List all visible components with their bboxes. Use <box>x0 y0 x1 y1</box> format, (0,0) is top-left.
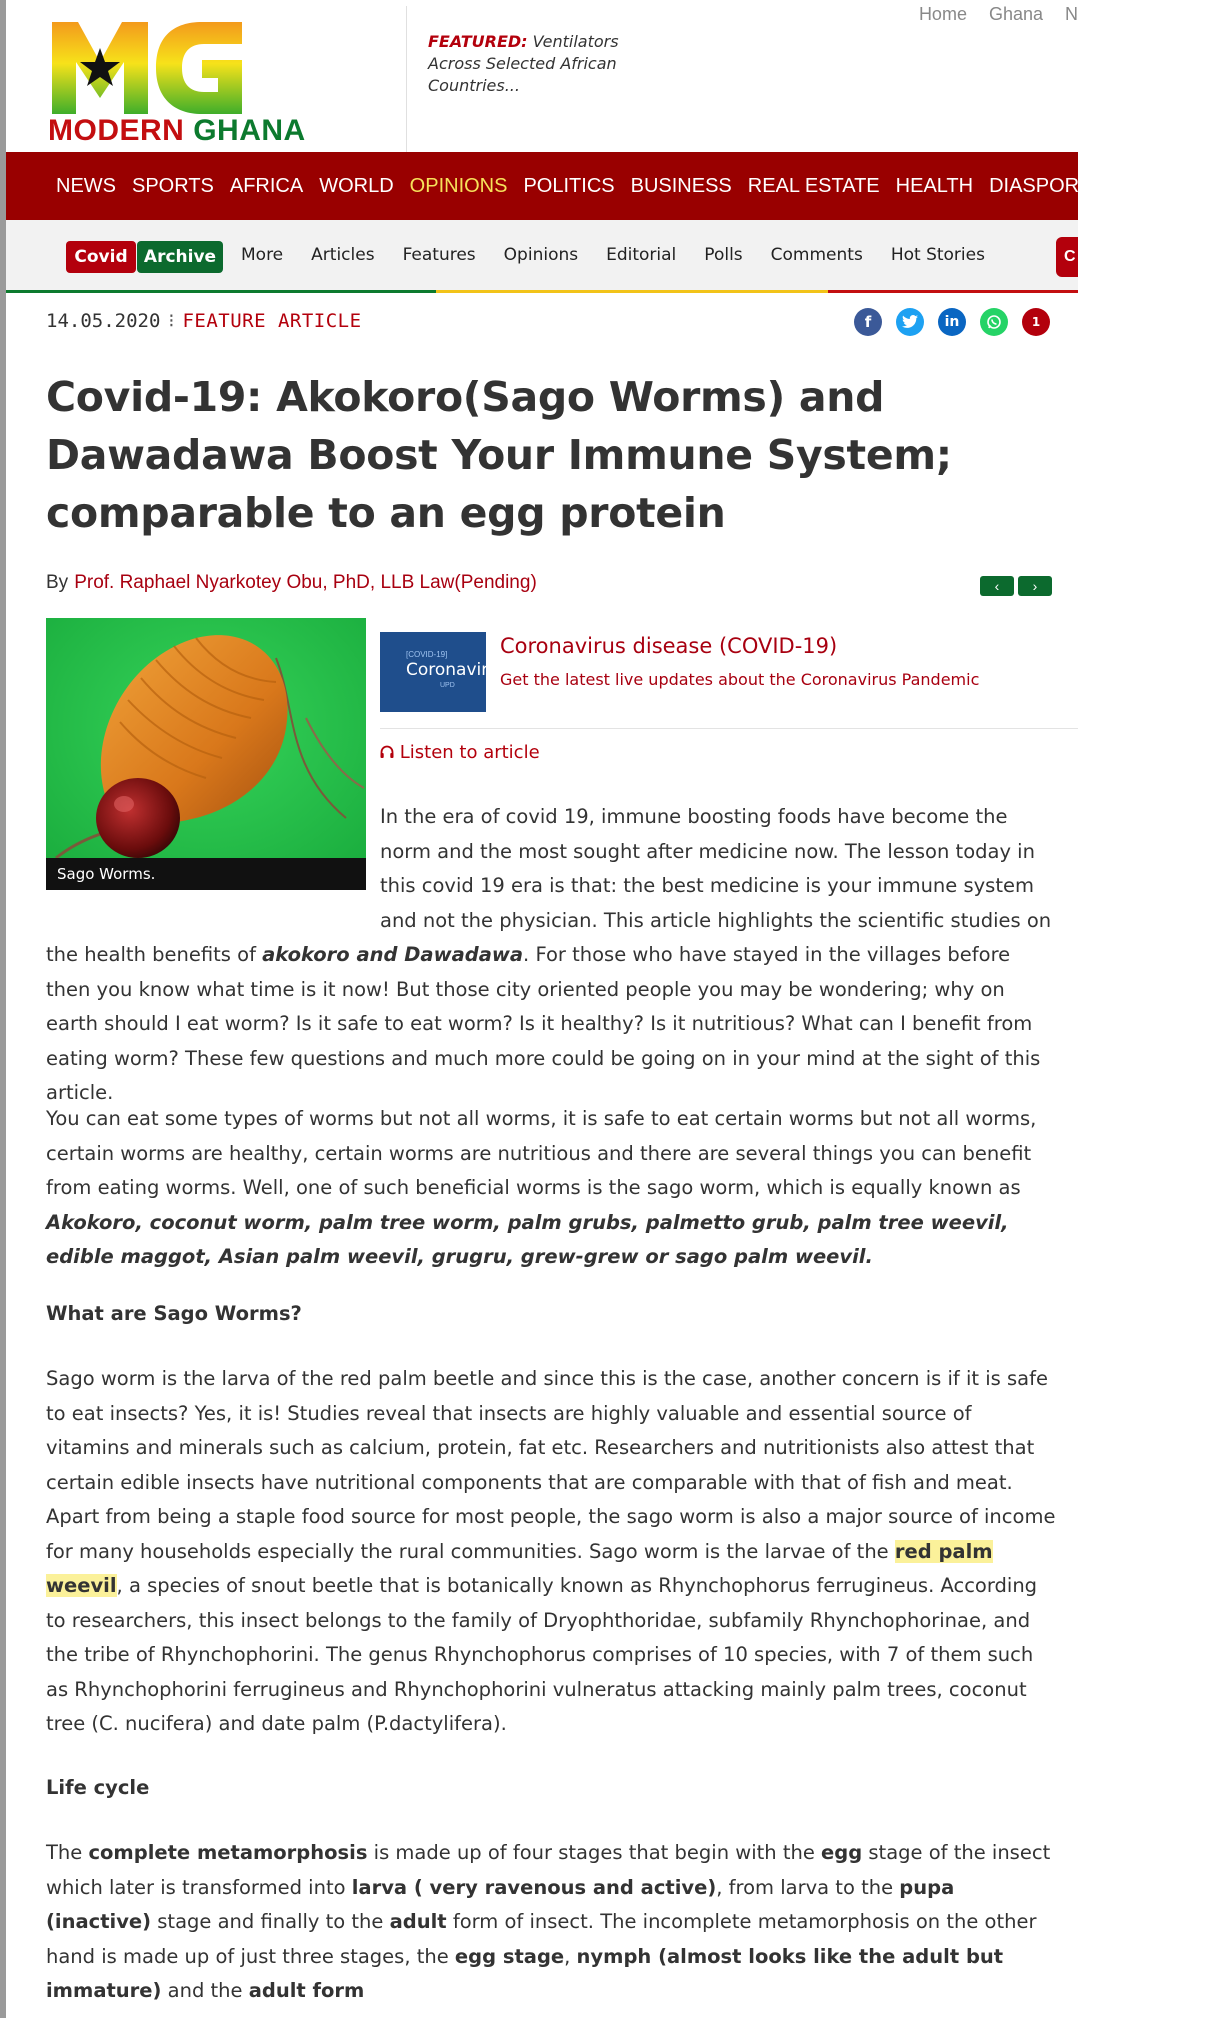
listen-label: Listen to article <box>399 742 540 763</box>
thumb-tail: UPD <box>440 682 455 689</box>
subnav-item-editorial[interactable]: Editorial <box>606 245 677 265</box>
coronavirus-promo[interactable] <box>380 618 1078 729</box>
archive-button[interactable]: Archive <box>137 241 223 273</box>
paragraph-1 <box>46 800 1058 1111</box>
image-caption: Sago Worms. <box>46 858 366 890</box>
covid-button[interactable]: Covid <box>66 241 136 273</box>
logo-mg-mark <box>52 18 244 114</box>
p4-bold-4: pupa (inactive) <box>46 1875 955 1933</box>
p3-text-a: Sago worm is the larva of the red palm beetle and since this is the case, another concern is if it is safe to eat insects? Yes, it is! Studies reveal that insects are highly valuable and essential source of vitamins and minerals such as calcium, protein, fat etc. Researchers and nutritionists also attest that certain edible insects have nutritional components that are comparable with that of fish and meat. Apart from being a staple food source for most people, the sago worm is also a major source of income for many households especially the rural communities. Sago worm is the larvae of the <box>46 1367 1056 1563</box>
top-links <box>897 4 1078 25</box>
paragraph-4 <box>46 1836 1058 2009</box>
heading-life-cycle: Life cycle <box>46 1776 150 1799</box>
p4-text-7: , <box>564 1944 577 1968</box>
p4-text-3: stage of the insect which later is transformed into <box>46 1841 1051 1899</box>
article-pager <box>976 576 1052 596</box>
chevron-left-icon[interactable]: ‹ <box>980 576 1014 596</box>
p4-bold-3: larva ( very ravenous and active) <box>351 1875 717 1899</box>
logo-word-ghana: GHANA <box>193 114 306 147</box>
masthead <box>6 0 1078 152</box>
byline-by: By <box>46 572 69 593</box>
p1-emphasis: akokoro and Dawadawa <box>262 943 524 966</box>
subnav-item-polls[interactable]: Polls <box>704 245 743 265</box>
p1-text-c: . For those who have stayed in the villages before then you know what time is it now! But those city oriented people you may be wondering; why on earth should I eat worm? Is it safe to eat worm? Is it healthy? Is it nutritious? What can I benefit from eating worm? These few questions and much more could be going on in your mind at the sight of this article. <box>46 943 1041 1104</box>
p4-text-1: The <box>46 1841 89 1864</box>
featured-label: FEATURED: <box>428 32 528 51</box>
logo-wordmark <box>48 114 306 148</box>
paragraph-3 <box>46 1362 1058 1742</box>
p4-bold-2: egg <box>821 1841 863 1864</box>
featured-headline[interactable] <box>428 31 628 97</box>
thumb-small-label: [COVID-19] <box>406 650 448 659</box>
chevron-right-icon[interactable]: › <box>1018 576 1052 596</box>
subnav-item-features[interactable]: Features <box>402 245 476 265</box>
article-date: 14.05.2020 <box>46 310 161 332</box>
logo-word-modern: MODERN <box>48 114 185 147</box>
coronavirus-subheading[interactable]: Get the latest live updates about the Coronavirus Pandemic <box>500 670 980 689</box>
subnav-item-hot-stories[interactable]: Hot Stories <box>890 245 985 265</box>
listen-to-article[interactable] <box>380 742 540 763</box>
nav-item-business[interactable]: BUSINESS <box>630 174 732 197</box>
nav-item-sports[interactable]: SPORTS <box>132 174 214 197</box>
top-link-next[interactable]: N <box>1065 4 1078 24</box>
p2-emphasis: Akokoro, coconut worm, palm tree worm, palm grubs, palmetto grub, palm tree weevil, edible maggot, Asian palm weevil, grugru, grew-grew or sago palm weevil. <box>46 1210 1009 1268</box>
sub-nav <box>6 220 1078 290</box>
p1-text-a: In the era of covid 19, immune boosting foods have become the norm and the most sought after medicine now. The lesson today in this covid 19 era is that: the best medicine is your immune system and not the physician. This article highlights the scientific studies on the health benefits of <box>46 805 1052 966</box>
nav-item-world[interactable]: WORLD <box>319 174 394 197</box>
nav-item-africa[interactable]: AFRICA <box>229 174 304 197</box>
thumb-title: Coronavirus <box>406 660 508 680</box>
author-link[interactable]: Prof. Raphael Nyarkotey Obu, PhD, LLB Law(Pending) <box>74 572 537 593</box>
subnav-item-opinions[interactable]: Opinions <box>503 245 579 265</box>
float-spacer <box>46 800 380 904</box>
site-logo[interactable] <box>48 18 338 146</box>
p3-text-b: , a species of snout beetle that is botanically known as Rhynchophorus ferrugineus. According to researchers, this insect belongs to the family of Dryophthoridae, subfamily Rhynchophorinae, and the tribe of Rhynchophorini. The genus Rhynchophorus comprises of 10 species, with 7 of them such as Rhynchophorini ferrugineus and Rhynchophorini vulneratus attacking mainly palm trees, coconut tree (C. nucifera) and date palm (P.dactylifera). <box>46 1574 1038 1735</box>
subnav-item-comments[interactable]: Comments <box>770 245 863 265</box>
nav-item-politics[interactable]: POLITICS <box>523 174 615 197</box>
highlighted-term: red palm weevil <box>46 1539 993 1597</box>
top-link-home[interactable]: Home <box>918 4 967 24</box>
p4-bold-6: egg stage <box>454 1944 565 1968</box>
p4-text-4: , from larva to the <box>716 1875 900 1899</box>
article-category[interactable]: FEATURE ARTICLE <box>182 310 362 332</box>
page-left-edge <box>0 0 6 2018</box>
nav-item-health[interactable]: HEALTH <box>895 174 974 197</box>
subnav-item-more[interactable]: More <box>241 245 284 265</box>
nav-item-news[interactable]: NEWS <box>56 174 116 197</box>
comments-icon[interactable]: 1 <box>1022 308 1050 336</box>
p4-bold-8: adult form <box>248 1979 365 2002</box>
twitter-icon[interactable] <box>896 308 924 336</box>
p4-bold-1: complete metamorphosis <box>88 1841 368 1864</box>
p4-text-5: stage and finally to the <box>151 1910 390 1933</box>
linkedin-icon[interactable]: in <box>938 308 966 336</box>
subnav-item-articles[interactable]: Articles <box>311 245 375 265</box>
nav-item-opinions[interactable]: OPINIONS <box>409 174 508 197</box>
main-nav <box>6 152 1215 220</box>
byline <box>46 572 537 594</box>
facebook-icon[interactable]: f <box>854 308 882 336</box>
share-bar <box>840 308 1050 336</box>
p4-text-6: form of insect. The incomplete metamorphosis on the other hand is made up of just three stages, the <box>46 1910 1037 1968</box>
nav-item-real-estate[interactable]: REAL ESTATE <box>747 174 880 197</box>
headphones-icon <box>380 745 394 759</box>
nav-item-lifestyle[interactable]: LIFESTYLE <box>1108 174 1215 197</box>
top-link-ghana[interactable]: Ghana <box>988 4 1043 24</box>
coronavirus-thumbnail <box>380 632 508 712</box>
featured-text: Ventilators Across Selected African Countries... <box>428 32 619 95</box>
meta-separator: ⁝ <box>168 310 175 332</box>
masthead-divider <box>406 6 407 152</box>
p4-bold-5: adult <box>389 1910 447 1933</box>
flag-stripe <box>6 290 1078 293</box>
whatsapp-icon[interactable] <box>980 308 1008 336</box>
paragraph-2 <box>46 1102 1058 1275</box>
article-title: Covid-19: Akokoro(Sago Worms) and Dawadawa Boost Your Immune System; comparable to an egg protein <box>46 373 952 537</box>
p4-text-2: is made up of four stages that begin with the <box>367 1841 822 1864</box>
subnav-edge-button[interactable]: C <box>1056 237 1078 277</box>
p4-text-8: and the <box>161 1979 249 2002</box>
coronavirus-heading[interactable]: Coronavirus disease (COVID-19) <box>500 634 838 658</box>
nav-item-diaspora[interactable]: DIASPORA <box>989 174 1093 197</box>
p2-text-a: You can eat some types of worms but not all worms, it is safe to eat certain worms but not all worms, certain worms are healthy, certain worms are nutritious and there are several things you can benefit from eating worms. Well, one of such beneficial worms is the sago worm, which is equally known as <box>46 1107 1037 1199</box>
heading-sago-worms: What are Sago Worms? <box>46 1302 302 1325</box>
p4-bold-7: nymph (almost looks like the adult but immature) <box>46 1944 1004 2002</box>
article-meta <box>46 310 362 332</box>
